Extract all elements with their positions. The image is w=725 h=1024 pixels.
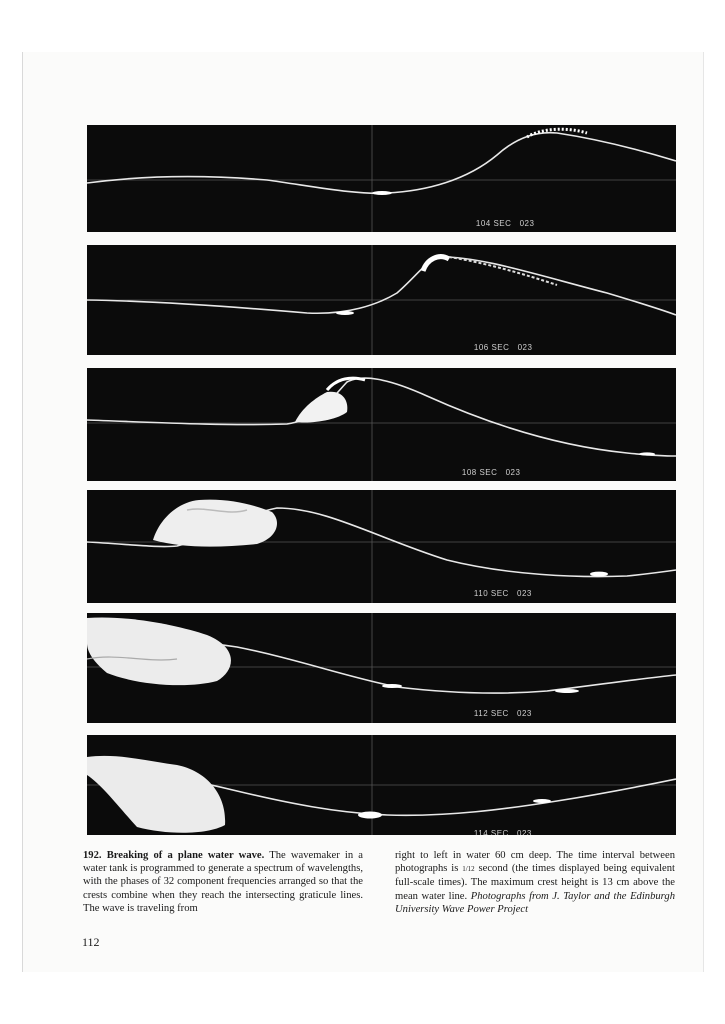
frame-2-time: 106 SEC [473, 343, 510, 352]
frame-1-code: 023 [519, 219, 535, 228]
wave-photo-6 [87, 735, 676, 835]
frame-4-time: 110 SEC [473, 589, 509, 598]
frame-5-time: 112 SEC [473, 709, 509, 718]
frame-3-code: 023 [505, 468, 521, 477]
wave-photo-4 [87, 490, 676, 603]
frame-6-code: 023 [517, 829, 532, 835]
wave-photo-4-image [87, 490, 676, 603]
figure-title: Breaking of a plane water wave. [106, 850, 265, 861]
frame-1-time: 104 SEC [475, 219, 512, 228]
wave-photo-3 [87, 368, 676, 481]
frame-5-code: 023 [517, 709, 532, 718]
wave-photo-5-image [87, 613, 676, 723]
photo-credit: Photographs from J. Taylor and the Edinburgh University Wave Power Project [395, 890, 675, 915]
figure-number: 192. [83, 850, 102, 861]
wave-photo-6-image [87, 735, 676, 835]
wave-photo-5 [87, 613, 676, 723]
frame-6-time: 114 SEC [473, 829, 509, 835]
figure-caption-left [83, 849, 363, 915]
page-number: 112 [82, 935, 100, 949]
caption-text-right-2: second (the times displayed being equivalent full-scale times). The maximum crest height is 13 cm above the mean water line. [395, 863, 675, 902]
wave-photo-1 [87, 125, 676, 232]
figure-caption-right [395, 849, 675, 916]
time-interval-fraction: 1/12 [462, 865, 475, 874]
wave-photo-1-image [87, 125, 676, 232]
caption-text-left: The wavemaker in a water tank is programmed to generate a spectrum of wavelengths, with the phases of 32 component frequencies arranged so that the crests combine when they reach the intersecting graticule lines. The wave is traveling from [83, 850, 363, 914]
frame-3-time: 108 SEC [461, 468, 498, 477]
frame-2-code: 023 [517, 343, 533, 352]
frame-4-code: 023 [517, 589, 532, 598]
wave-photo-3-image [87, 368, 676, 481]
wave-photo-2-image [87, 245, 676, 355]
wave-photo-2 [87, 245, 676, 355]
caption-text-right-1: right to left in water 60 cm deep. The time interval between photographs is [395, 850, 675, 875]
